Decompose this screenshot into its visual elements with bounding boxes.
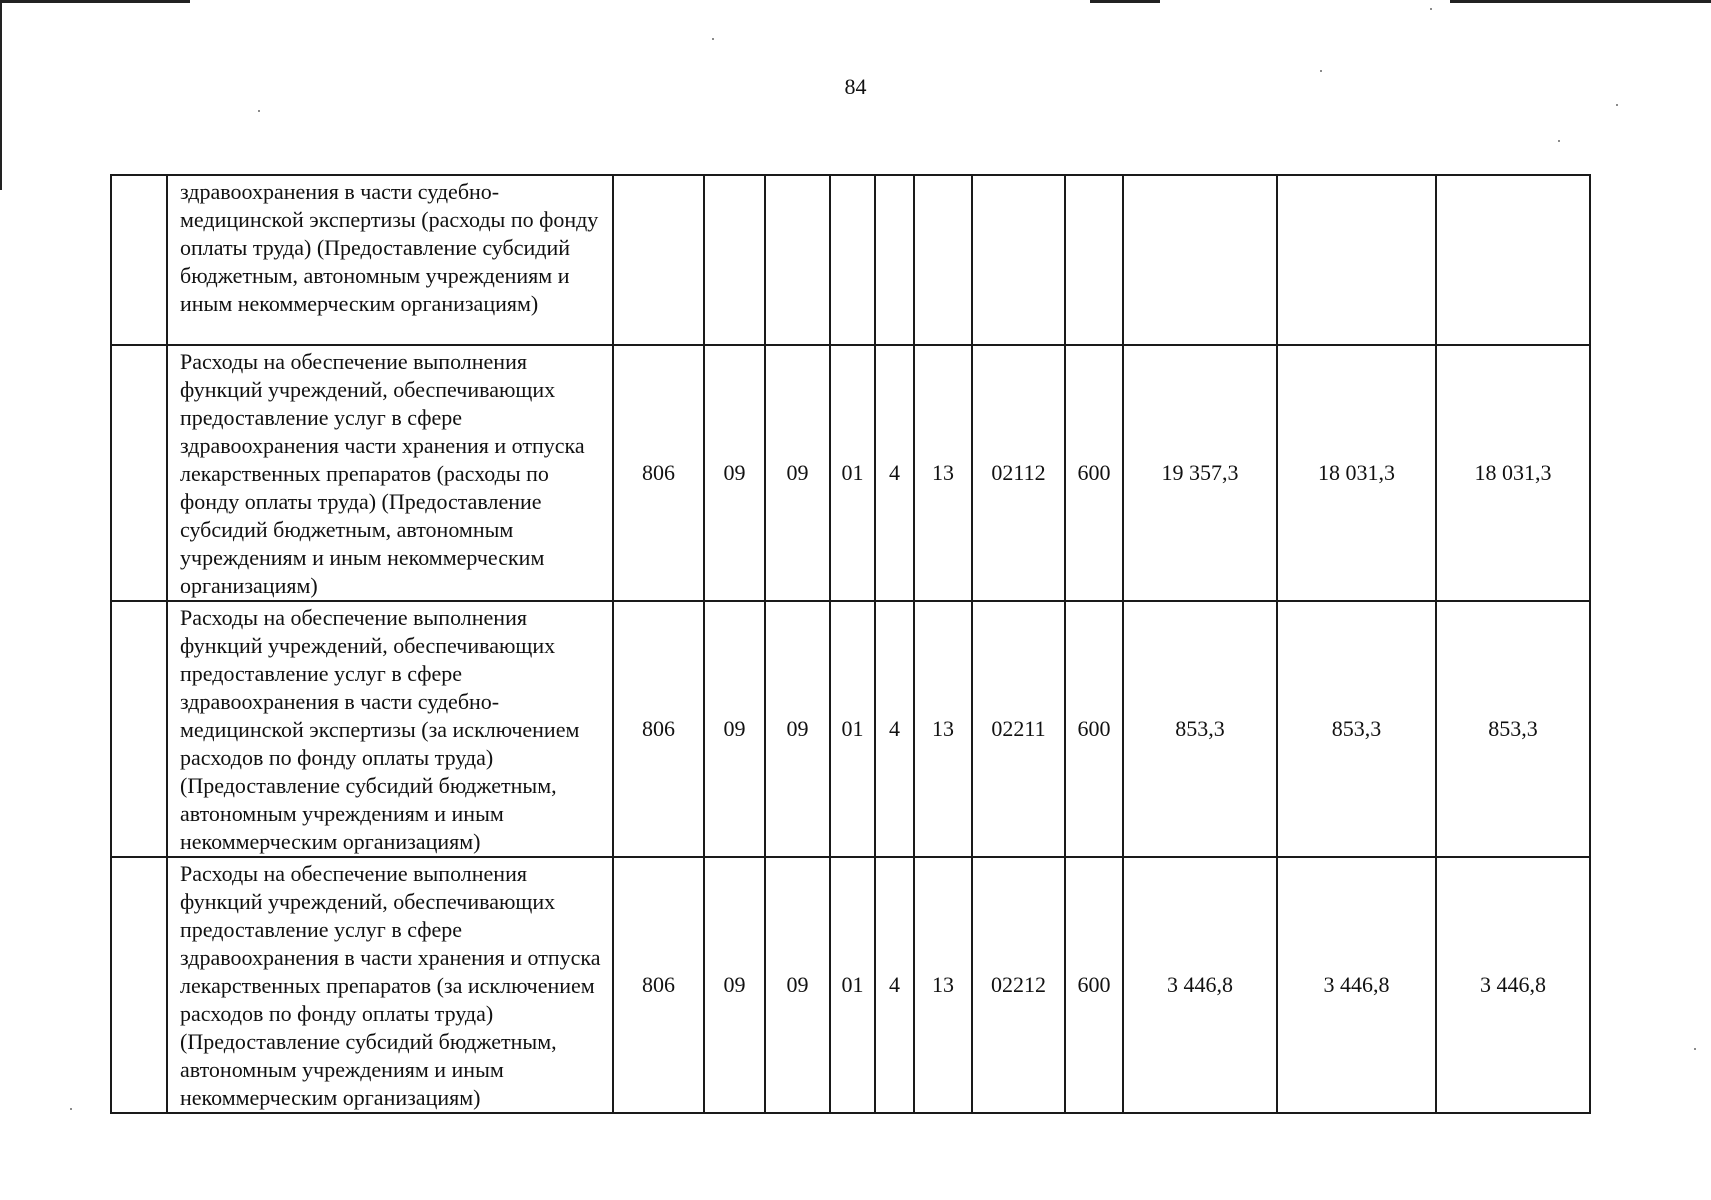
subprogram-cell: 4 xyxy=(875,345,914,601)
expense-type-cell xyxy=(1065,175,1123,345)
event-cell: 13 xyxy=(914,601,972,857)
row-number-cell xyxy=(111,175,167,345)
subsection-cell: 09 xyxy=(765,345,830,601)
scan-speck xyxy=(1616,104,1618,106)
expense-type-cell: 600 xyxy=(1065,345,1123,601)
section-cell: 09 xyxy=(704,601,765,857)
scan-speck xyxy=(1558,140,1560,142)
program-cell: 01 xyxy=(830,857,875,1113)
scan-speck xyxy=(258,110,260,112)
event-cell: 13 xyxy=(914,857,972,1113)
program-cell xyxy=(830,175,875,345)
row-number-cell xyxy=(111,345,167,601)
program-cell: 01 xyxy=(830,601,875,857)
scan-speck xyxy=(1430,8,1432,10)
year1-amount-cell: 853,3 xyxy=(1123,601,1277,857)
subprogram-cell: 4 xyxy=(875,601,914,857)
scan-top-edge xyxy=(0,0,1711,3)
description-cell: здравоохранения в части судебно-медицинской экспертизы (расходы по фонду оплаты труда) (Предоставление субсидий бюджетным, автономным учреждениям и иным некоммерческим организациям) xyxy=(167,175,613,345)
year3-amount-cell: 18 031,3 xyxy=(1436,345,1590,601)
year1-amount-cell: 3 446,8 xyxy=(1123,857,1277,1113)
subsection-cell xyxy=(765,175,830,345)
event-cell xyxy=(914,175,972,345)
year3-amount-cell xyxy=(1436,175,1590,345)
budget-table xyxy=(110,174,1591,1114)
expense-type-cell: 600 xyxy=(1065,857,1123,1113)
year2-amount-cell: 18 031,3 xyxy=(1277,345,1436,601)
ministry-code-cell: 806 xyxy=(613,345,704,601)
description-cell: Расходы на обеспечение выполнения функций учреждений, обеспечивающих предоставление услуг в сфере здравоохранения части хранения и отпуска лекарственных препаратов (расходы по фонду оплаты труда) (Предоставление субсидий бюджетным, автономным учреждениям и иным некоммерческим организациям) xyxy=(167,345,613,601)
year1-amount-cell: 19 357,3 xyxy=(1123,345,1277,601)
ministry-code-cell: 806 xyxy=(613,857,704,1113)
year2-amount-cell: 853,3 xyxy=(1277,601,1436,857)
ministry-code-cell: 806 xyxy=(613,601,704,857)
subsection-cell: 09 xyxy=(765,857,830,1113)
subprogram-cell xyxy=(875,175,914,345)
subsection-cell: 09 xyxy=(765,601,830,857)
section-cell xyxy=(704,175,765,345)
table-row xyxy=(111,345,1590,601)
year2-amount-cell xyxy=(1277,175,1436,345)
expense-type-cell: 600 xyxy=(1065,601,1123,857)
row-number-cell xyxy=(111,857,167,1113)
scan-speck xyxy=(70,1108,72,1110)
scan-speck xyxy=(1320,70,1322,72)
direction-cell: 02211 xyxy=(972,601,1065,857)
direction-cell: 02212 xyxy=(972,857,1065,1113)
row-number-cell xyxy=(111,601,167,857)
subprogram-cell: 4 xyxy=(875,857,914,1113)
year3-amount-cell: 3 446,8 xyxy=(1436,857,1590,1113)
table-row xyxy=(111,857,1590,1113)
year2-amount-cell: 3 446,8 xyxy=(1277,857,1436,1113)
year3-amount-cell: 853,3 xyxy=(1436,601,1590,857)
direction-cell xyxy=(972,175,1065,345)
description-cell: Расходы на обеспечение выполнения функций учреждений, обеспечивающих предоставление услуг в сфере здравоохранения в части хранения и отпуска лекарственных препаратов (за исключением расходов по фонду оплаты труда) (Предоставление субсидий бюджетным, автономным учреждениям и иным некоммерческим организациям) xyxy=(167,857,613,1113)
program-cell: 01 xyxy=(830,345,875,601)
table-row xyxy=(111,175,1590,345)
page-number: 84 xyxy=(844,74,867,99)
section-cell: 09 xyxy=(704,857,765,1113)
description-cell: Расходы на обеспечение выполнения функций учреждений, обеспечивающих предоставление услуг в сфере здравоохранения в части судебно-медицинской экспертизы (за исключением расходов по фонду оплаты труда) (Предоставление субсидий бюджетным, автономным учреждениям и иным некоммерческим организациям) xyxy=(167,601,613,857)
scan-speck xyxy=(712,38,714,40)
direction-cell: 02112 xyxy=(972,345,1065,601)
ministry-code-cell xyxy=(613,175,704,345)
table-row xyxy=(111,601,1590,857)
year1-amount-cell xyxy=(1123,175,1277,345)
section-cell: 09 xyxy=(704,345,765,601)
event-cell: 13 xyxy=(914,345,972,601)
scan-speck xyxy=(1694,1048,1696,1050)
